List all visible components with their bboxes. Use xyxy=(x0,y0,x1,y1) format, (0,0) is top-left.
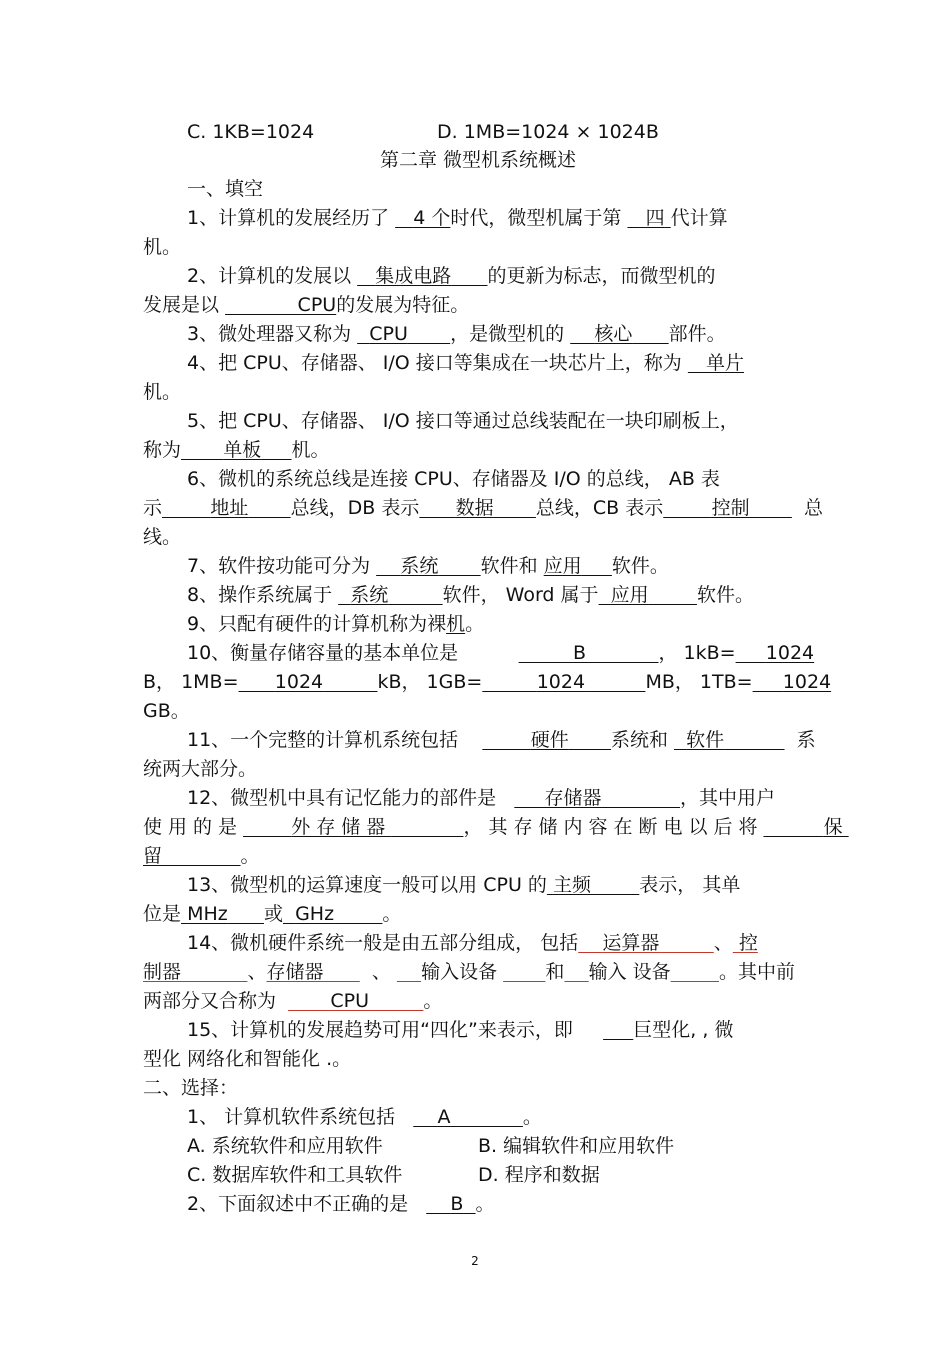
option-c-text: C. 1KB=1024 xyxy=(187,121,315,143)
question-6: 6、微机的系统总线是连接 CPU、存储器及 I/O 的总线， AB 表 xyxy=(187,468,720,490)
q12-text: 12、微型机中具有记忆能力的部件是 xyxy=(187,787,497,809)
question-4 xyxy=(187,351,744,375)
q12-wrap-2 xyxy=(143,844,260,868)
question-7 xyxy=(187,554,669,578)
question-11 xyxy=(187,728,816,752)
c1-answer: A xyxy=(437,1106,451,1128)
q12-text-3: 使用的是 xyxy=(143,816,244,838)
q8-text: 8、操作系统属于 xyxy=(187,584,333,606)
q2-answer-2: CPU xyxy=(297,294,337,316)
q10-answer-3: 1024 xyxy=(274,671,324,693)
q14-text: 14、微机硬件系统一般是由五部分组成， 包括 xyxy=(187,932,579,954)
q1-text: 1、计算机的发展经历了 xyxy=(187,207,390,229)
q11-answer-1: 硬件 xyxy=(530,729,569,751)
q10-text: 10、衡量存储容量的基本单位是 xyxy=(187,642,459,664)
q14-text-4: 、 xyxy=(371,961,391,983)
q10-answer-2: 1024 xyxy=(765,642,815,664)
q14-answer-2b: 制器 xyxy=(143,961,182,983)
q12-answer-3: 保 xyxy=(823,816,849,838)
q6-text-2: 总线，DB 表示 xyxy=(290,497,420,519)
q7-text-3: 软件。 xyxy=(611,555,669,577)
q11-wrap: 统两大部分。 xyxy=(143,758,258,780)
c1-option-b: B. 编辑软件和应用软件 xyxy=(478,1135,675,1157)
q5-text: 称为 xyxy=(143,439,182,461)
q14-blank-4 xyxy=(671,961,719,983)
question-1 xyxy=(187,206,728,230)
q14-text-6: 和 xyxy=(545,961,565,983)
q13-wrap xyxy=(143,902,401,926)
question-13 xyxy=(187,873,740,897)
q2-text-4: 的发展为特征。 xyxy=(336,294,470,316)
question-2 xyxy=(187,264,716,288)
q13-text-4: 或 xyxy=(263,903,283,925)
q8-text-3: 软件。 xyxy=(696,584,754,606)
q13-text-5: 。 xyxy=(382,903,402,925)
q13-text-3: 位是 xyxy=(143,903,182,925)
q13-text-2: 表示， 其单 xyxy=(639,874,741,896)
c1-option-a: A. 系统软件和应用软件 xyxy=(187,1135,383,1157)
question-5: 5、把 CPU、存储器、 I/O 接口等通过总线装配在一块印刷板上， xyxy=(187,410,739,432)
q12-text-2: ，其中用户 xyxy=(680,787,776,809)
c1-text: 1、 计算机软件系统包括 xyxy=(187,1106,396,1128)
q12-text-4: ，其存储内容在断电以后将 xyxy=(463,816,764,838)
q14-text-7: 输入 设备 xyxy=(588,961,671,983)
q12-answer-3b: 留 xyxy=(143,845,163,867)
q8-answer-1: 系统 xyxy=(350,584,389,606)
q13-answer-1: 主频 xyxy=(552,874,591,896)
q10-wrap xyxy=(143,670,831,694)
question-9 xyxy=(187,612,484,636)
question-12 xyxy=(187,786,775,810)
q1-answer-1: 4 个 xyxy=(413,207,451,229)
q8-text-2: 软件， Word 属于 xyxy=(442,584,599,606)
q9-text: 9、只配有硬件的计算机称为裸 xyxy=(187,613,447,635)
c2-text-2: 。 xyxy=(475,1193,495,1215)
q11-answer-2: 软件 xyxy=(686,729,725,751)
section-fill-blank-heading: 一、填空 xyxy=(187,178,264,200)
q8-answer-2: 应用 xyxy=(610,584,649,606)
q1-wrap: 机。 xyxy=(143,236,182,258)
q1-text-3: 代计算 xyxy=(670,207,728,229)
q10-text-2: ， 1kB= xyxy=(658,642,736,664)
q10-answer-4: 1024 xyxy=(536,671,586,693)
q15-text: 15、计算机的发展趋势可用“四化”来表示，即 xyxy=(187,1019,573,1041)
q14-text-2: 、 xyxy=(713,932,733,954)
q10-text-5: MB， 1TB= xyxy=(645,671,753,693)
q6-wrap-2: 线。 xyxy=(143,526,182,548)
q2-text-3: 发展是以 xyxy=(143,294,220,316)
q13-text: 13、微型机的运算速度一般可以用 CPU 的 xyxy=(187,874,547,896)
q12-text-5: 。 xyxy=(240,845,260,867)
chapter-title: 第二章 微型机系统概述 xyxy=(380,149,577,171)
question-8 xyxy=(187,583,754,607)
q12-wrap xyxy=(143,815,849,839)
q3-answer-2: 核心 xyxy=(594,323,633,345)
q11-text: 11、一个完整的计算机系统包括 xyxy=(187,729,459,751)
q4-text: 4、把 CPU、存储器、 I/O 接口等集成在一块芯片上，称为 xyxy=(187,352,682,374)
question-3 xyxy=(187,322,726,346)
q14-answer-2: 控 xyxy=(738,932,758,954)
q7-text: 7、软件按功能可分为 xyxy=(187,555,371,577)
q14-answer-1: 运算器 xyxy=(602,932,660,954)
q3-text-3: 部件。 xyxy=(668,323,726,345)
q3-text: 3、微处理器又称为 xyxy=(187,323,352,345)
q7-answer-2: 应用 xyxy=(543,555,582,577)
q10-text-4: kB， 1GB= xyxy=(377,671,483,693)
choice-question-2 xyxy=(187,1192,495,1216)
q6-answer-1: 地址 xyxy=(210,497,249,519)
q14-blank-3 xyxy=(564,961,588,983)
question-10 xyxy=(187,641,814,665)
c1-option-c: C. 数据库软件和工具软件 xyxy=(187,1164,403,1186)
q6-text: 示 xyxy=(143,497,163,519)
q4-answer: 单片 xyxy=(705,352,744,374)
q6-text-4: 总 xyxy=(803,497,823,519)
q14-blank-1 xyxy=(397,961,421,983)
q14-answer-4: CPU xyxy=(330,990,370,1012)
option-d-text: D. 1MB=1024 × 1024B xyxy=(437,121,659,143)
question-15 xyxy=(187,1018,733,1042)
question-14 xyxy=(187,931,758,955)
q15-text-2: 巨型化 xyxy=(633,1019,691,1041)
choice-question-1 xyxy=(187,1105,542,1129)
q12-answer-2: 外存储器 xyxy=(291,816,392,838)
q14-wrap-2 xyxy=(143,989,442,1013)
q11-text-3: 系 xyxy=(796,729,816,751)
q14-text-8: 。其中前 xyxy=(718,961,795,983)
q10-text-3: B， 1MB= xyxy=(143,671,239,693)
q11-text-2: 系统和 xyxy=(610,729,668,751)
section-choice-heading: 二、选择： xyxy=(143,1077,239,1099)
q14-answer-3: 存储器 xyxy=(266,961,324,983)
q1-answer-2: 四 xyxy=(645,207,665,229)
q7-text-2: 软件和 xyxy=(480,555,538,577)
q2-answer-1: 集成电路 xyxy=(375,265,452,287)
q5-text-2: 机。 xyxy=(291,439,330,461)
c2-answer: B xyxy=(450,1193,464,1215)
q13-answer-3: GHz xyxy=(295,903,335,925)
q5-wrap xyxy=(143,438,330,462)
q15-wrap: 型化 网络化和智能化 .。 xyxy=(143,1048,352,1070)
q2-wrap xyxy=(143,293,469,317)
q7-answer-1: 系统 xyxy=(400,555,439,577)
c1-option-d: D. 程序和数据 xyxy=(478,1164,600,1186)
q10-answer-1: B xyxy=(572,642,586,664)
q2-text: 2、计算机的发展以 xyxy=(187,265,352,287)
q14-text-5: 输入设备 xyxy=(421,961,498,983)
q10-wrap-2: GB。 xyxy=(143,700,190,722)
q13-answer-2: MHz xyxy=(187,903,228,925)
q1-text-2: 时代，微型机属于第 xyxy=(450,207,622,229)
q3-text-2: ，是微型机的 xyxy=(450,323,565,345)
q6-wrap xyxy=(143,496,823,520)
q14-wrap xyxy=(143,960,795,984)
page-number: 2 xyxy=(471,1254,479,1268)
q6-text-3: 总线，CB 表示 xyxy=(535,497,664,519)
c2-text: 2、下面叙述中不正确的是 xyxy=(187,1193,409,1215)
c1-text-2: 。 xyxy=(522,1106,542,1128)
q3-answer-1: CPU xyxy=(369,323,408,345)
q14-text-9: 两部分又合称为 xyxy=(143,990,277,1012)
q12-answer-1: 存储器 xyxy=(544,787,602,809)
q5-answer: 单板 xyxy=(223,439,262,461)
q14-text-10: 。 xyxy=(423,990,443,1012)
q9-text-2: 。 xyxy=(465,613,485,635)
q14-blank-2 xyxy=(503,961,545,983)
q2-text-2: 的更新为标志，而微型机的 xyxy=(487,265,716,287)
q6-answer-2: 数据 xyxy=(455,497,494,519)
q15-blank xyxy=(603,1019,633,1041)
q10-answer-5: 1024 xyxy=(782,671,832,693)
q15-text-3: , , 微 xyxy=(690,1019,734,1041)
q14-text-3: 、 xyxy=(247,961,267,983)
q9-answer: 机 xyxy=(446,613,466,635)
q6-answer-3: 控制 xyxy=(711,497,750,519)
q4-wrap: 机。 xyxy=(143,381,182,403)
